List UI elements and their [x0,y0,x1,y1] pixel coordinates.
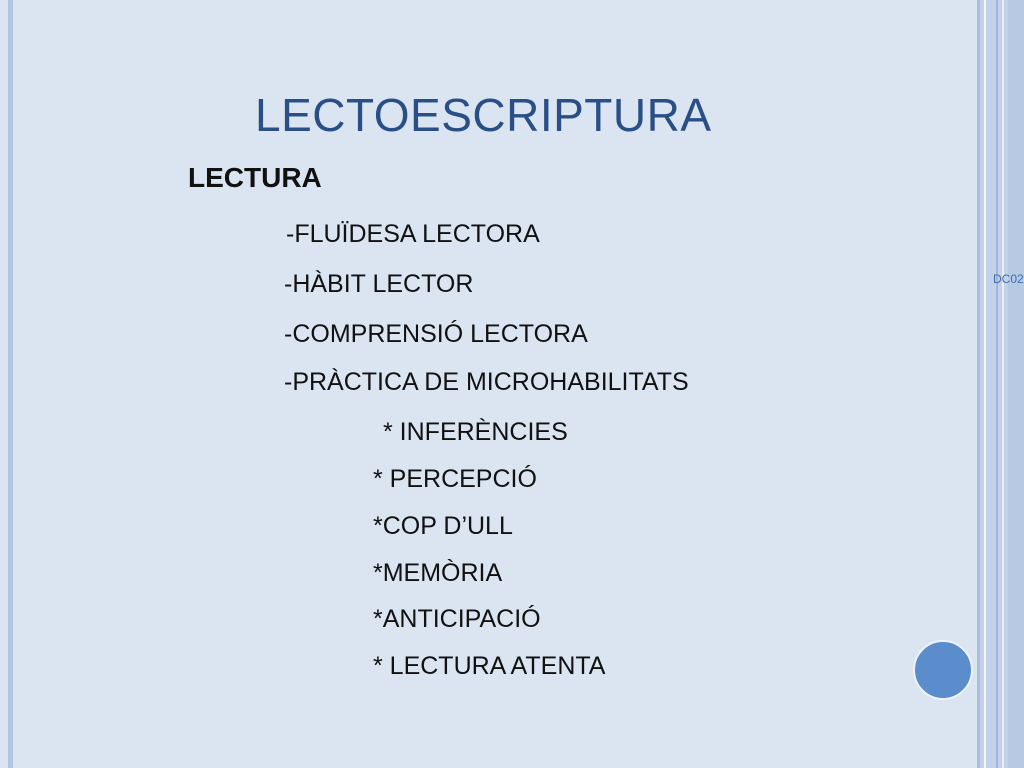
right-line [1008,0,1024,768]
right-line [1002,0,1004,768]
list-item: -FLUÏDESA LECTORA [286,220,540,248]
left-border-stripe [8,0,13,768]
right-line [996,0,998,768]
list-item: *COP D’ULL [373,512,513,540]
list-item: * LECTURA ATENTA [373,652,606,680]
side-code-label: DC02 [993,272,1024,286]
list-item: *ANTICIPACIÓ [373,605,541,633]
list-item: *MEMÒRIA [373,559,503,587]
slide-subtitle: LECTURA [188,162,322,193]
decorative-circle [913,640,973,700]
list-item: * INFERÈNCIES [383,418,568,446]
right-line [977,0,980,768]
list-item: * PERCEPCIÓ [373,465,537,493]
right-line [984,0,986,768]
slide-title: LECTOESCRIPTURA [255,89,712,141]
list-item: -HÀBIT LECTOR [284,270,474,298]
list-item: -COMPRENSIÓ LECTORA [284,320,588,348]
list-item: -PRÀCTICA DE MICROHABILITATS [284,368,689,396]
